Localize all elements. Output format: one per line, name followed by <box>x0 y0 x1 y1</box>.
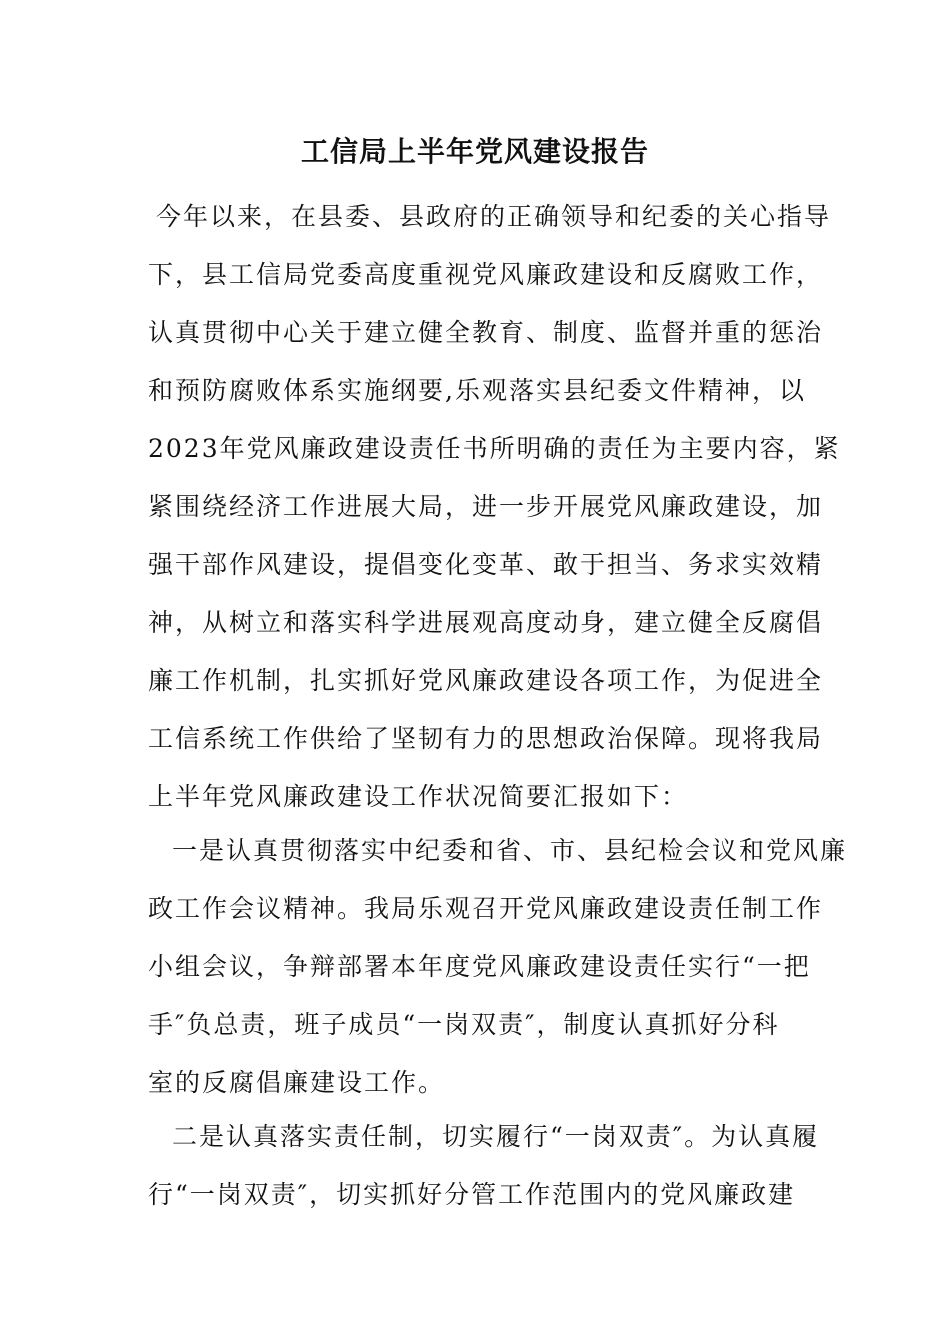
text-line: 神，从树立和落实科学进展观高度动身，建立健全反腐倡 <box>148 608 824 637</box>
text-line: 上半年党风廉政建设工作状况简要汇报如下： <box>148 782 689 811</box>
text-line: 室的反腐倡廉建设工作。 <box>148 1068 446 1097</box>
text-line: 今年以来，在县委、县政府的正确领导和纪委的关心指导 <box>156 202 832 231</box>
text-line: 下，县工信局党委高度重视党风廉政建设和反腐败工作， <box>148 260 824 289</box>
text-line: 强干部作风建设，提倡变化变革、敢于担当、务求实效精 <box>148 550 824 579</box>
text-line: 2023年党风廉政建设责任书所明确的责任为主要内容，紧 <box>148 434 841 463</box>
text-line: 紧围绕经济工作进展大局，进一步开展党风廉政建设，加 <box>148 492 824 521</box>
text-line: 手″负总责，班子成员“一岗双责″，制度认真抓好分科 <box>148 1010 780 1039</box>
text-line: 政工作会议精神。我局乐观召开党风廉政建设责任制工作 <box>148 894 824 923</box>
text-line: 认真贯彻中心关于建立健全教育、制度、监督并重的惩治 <box>148 318 824 347</box>
paragraph-point-two <box>148 1108 820 1224</box>
text-line: 小组会议，争辩部署本年度党风廉政建设责任实行“一把 <box>148 952 811 981</box>
text-line: 一是认真贯彻落实中纪委和省、市、县纪检会议和党风廉 <box>172 836 848 865</box>
paragraph-point-one <box>148 822 848 1112</box>
document-title: 工信局上半年党风建设报告 <box>300 135 649 168</box>
text-line: 廉工作机制，扎实抓好党风廉政建设各项工作，为促进全 <box>148 666 824 695</box>
text-line: 行“一岗双责″，切实抓好分管工作范围内的党风廉政建 <box>148 1180 796 1209</box>
text-line: 二是认真落实责任制，切实履行“一岗双责″。为认真履 <box>172 1122 820 1151</box>
text-line: 和预防腐败体系实施纲要,乐观落实县纪委文件精神，以 <box>148 376 806 405</box>
paragraph-intro <box>148 188 841 826</box>
text-line: 工信系统工作供给了坚韧有力的思想政治保障。现将我局 <box>148 724 824 753</box>
